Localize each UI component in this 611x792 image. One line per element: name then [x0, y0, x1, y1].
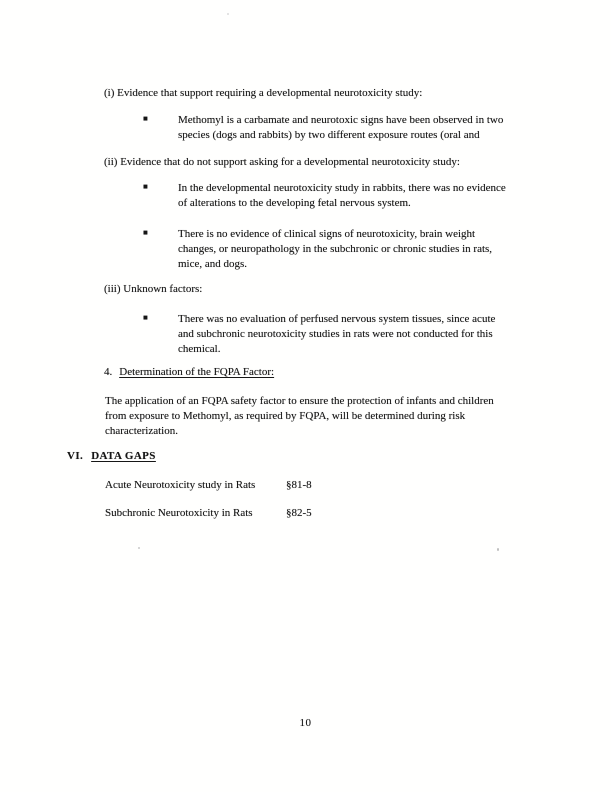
bullet-icon: ■	[143, 114, 148, 123]
text-line: of alterations to the developing fetal nervous system.	[178, 197, 411, 209]
bullet-icon: ■	[143, 182, 148, 191]
data-gap-guideline: §81-8	[286, 479, 312, 491]
data-gaps-title: DATA GAPS	[91, 450, 156, 462]
text-line: Methomyl is a carbamate and neurotoxic signs have been observed in two	[178, 114, 504, 126]
bullet-text-rabbit-study	[178, 181, 506, 211]
text-line: The application of an FQPA safety factor to ensure the protection of infants and children	[105, 395, 494, 407]
data-gap-row-acute	[105, 479, 312, 491]
text-line: There is no evidence of clinical signs of neurotoxicity, brain weight	[178, 228, 476, 240]
data-gap-study: Subchronic Neurotoxicity in Rats	[105, 507, 253, 519]
scan-speck	[497, 548, 499, 551]
text-line: There was no evaluation of perfused nervous system tissues, since acute	[178, 313, 496, 325]
text-line: In the developmental neurotoxicity study in rabbits, there was no evidence	[178, 182, 506, 194]
heading-unknown-factors: (iii) Unknown factors:	[104, 283, 203, 295]
bullet-text-methomyl	[178, 113, 503, 143]
data-gap-row-subchronic	[105, 507, 312, 519]
heading-data-gaps	[67, 450, 156, 462]
heading-evidence-not-support: (ii) Evidence that do not support asking for a developmental neurotoxicity study:	[104, 156, 460, 168]
heading-evidence-support: (i) Evidence that support requiring a developmental neurotoxicity study:	[104, 87, 423, 99]
text-line: and subchronic neurotoxicity studies in rats were not conducted for this	[178, 328, 493, 340]
bullet-icon: ■	[143, 228, 148, 237]
scan-speck	[138, 547, 140, 549]
text-line: mice, and dogs.	[178, 258, 248, 270]
fqpa-paragraph	[105, 394, 494, 439]
heading-fqpa-determination	[104, 366, 274, 378]
bullet-text-clinical-signs	[178, 227, 492, 272]
bullet-item-methomyl	[143, 113, 503, 143]
text-line: characterization.	[105, 425, 178, 437]
text-line: from exposure to Methomyl, as required by FQPA, will be determined during risk	[105, 410, 466, 422]
bullet-icon: ■	[143, 313, 148, 322]
text-line: species (dogs and rabbits) by two different exposure routes (oral and	[178, 129, 480, 141]
bullet-item-perfused-tissues	[143, 312, 495, 357]
bullet-item-rabbit-study	[143, 181, 506, 211]
fqpa-item-number: 4.	[104, 366, 113, 378]
page-number: 10	[299, 717, 312, 729]
bullet-text-perfused-tissues	[178, 312, 495, 357]
text-line: changes, or neuropathology in the subchronic or chronic studies in rats,	[178, 243, 493, 255]
text-line: chemical.	[178, 343, 221, 355]
bullet-item-clinical-signs	[143, 227, 492, 272]
data-gap-study: Acute Neurotoxicity study in Rats	[105, 479, 256, 491]
fqpa-heading-text: Determination of the FQPA Factor:	[119, 366, 275, 378]
data-gaps-numeral: VI.	[67, 450, 84, 462]
data-gap-guideline: §82-5	[286, 507, 312, 519]
scan-speck	[227, 13, 229, 15]
